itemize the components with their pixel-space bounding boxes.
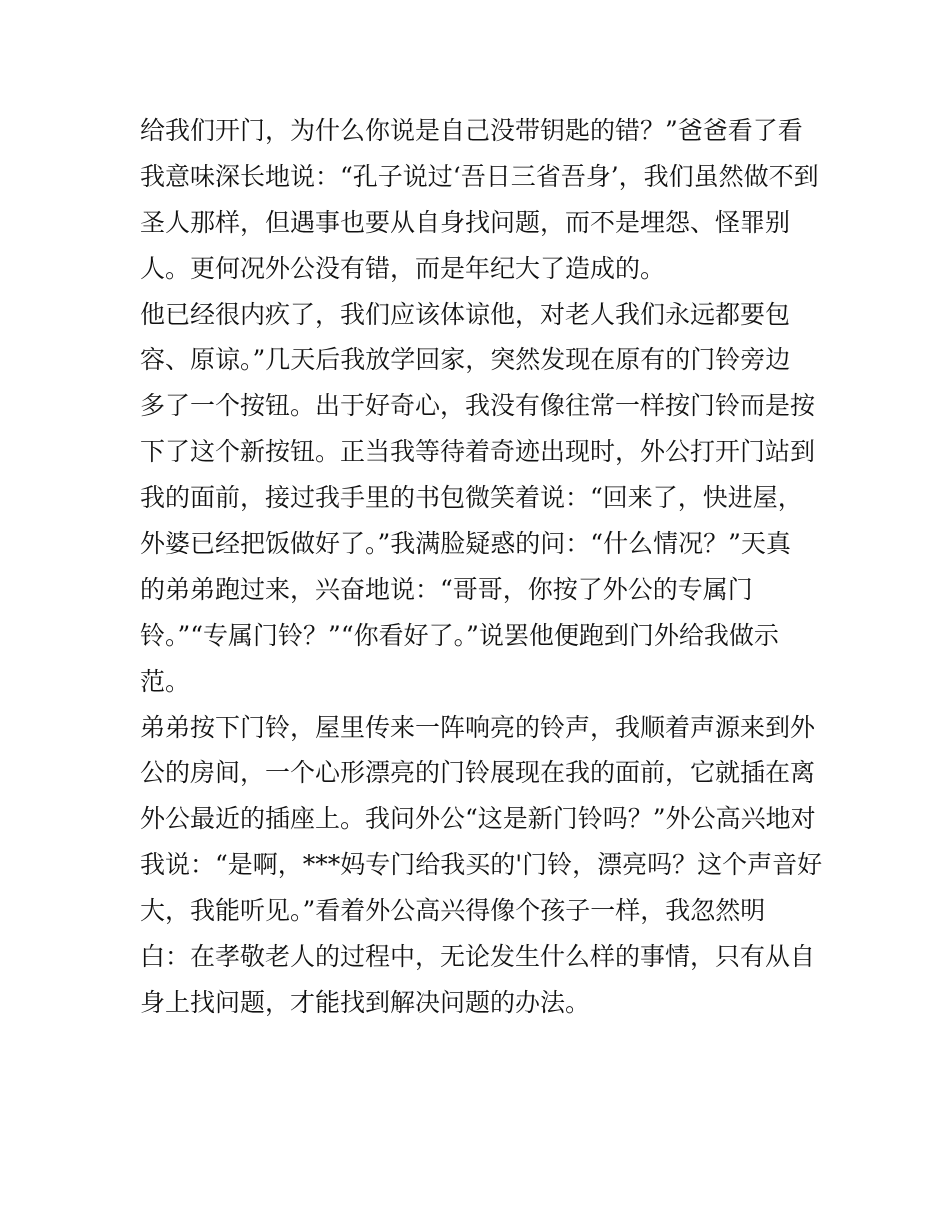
text-line: 大，我能听见。”看着外公高兴得像个孩子一样，我忽然明: [140, 896, 766, 926]
text-line: 我意味深长地说：“孔子说过‘吾日三省吾身’，我们虽然做不到: [140, 161, 819, 191]
text-line: 我说：“是啊，***妈专门给我买的'门铃，漂亮吗？这个声音好: [140, 850, 823, 880]
text-line: 容、原谅。”几天后我放学回家，突然发现在原有的门铃旁边: [140, 345, 791, 375]
text-line: 人。更何况外公没有错，而是年纪大了造成的。: [140, 253, 666, 283]
text-line: 外公最近的插座上。我问外公“这是新门铃吗？”外公高兴地对: [140, 804, 816, 834]
text-line: 他已经很内疚了，我们应该体谅他，对老人我们永远都要包: [140, 299, 791, 329]
text-line: 下了这个新按钮。正当我等待着奇迹出现时，外公打开门站到: [140, 437, 816, 467]
text-line: 铃。”“专属门铃？”“你看好了。”说罢他便跑到门外给我做示: [140, 620, 779, 650]
text-line: 公的房间，一个心形漂亮的门铃展现在我的面前，它就插在离: [140, 758, 816, 788]
text-line: 范。: [140, 666, 191, 696]
text-line: 外婆已经把饭做好了。”我满脸疑惑的问：“什么情况？”天真: [140, 529, 791, 559]
text-line: 的弟弟跑过来，兴奋地说：“哥哥，你按了外公的专属门: [140, 574, 753, 604]
text-line: 白：在孝敬老人的过程中，无论发生什么样的事情，只有从自: [140, 942, 816, 972]
text-line: 我的面前，接过我手里的书包微笑着说：“回来了，快进屋，: [140, 483, 803, 513]
text-line: 多了一个按钮。出于好奇心，我没有像往常一样按门铃而是按: [140, 391, 816, 421]
text-line: 弟弟按下门铃，屋里传来一阵响亮的铃声，我顺着声源来到外: [140, 712, 816, 742]
text-line: 圣人那样，但遇事也要从自身找问题，而不是埋怨、怪罪别: [140, 207, 791, 237]
body-text: [140, 108, 830, 1026]
text-line: 身上找问题，才能找到解决问题的办法。: [140, 987, 591, 1017]
text-line: 给我们开门，为什么你说是自己没带钥匙的错？”爸爸看了看: [140, 116, 803, 145]
